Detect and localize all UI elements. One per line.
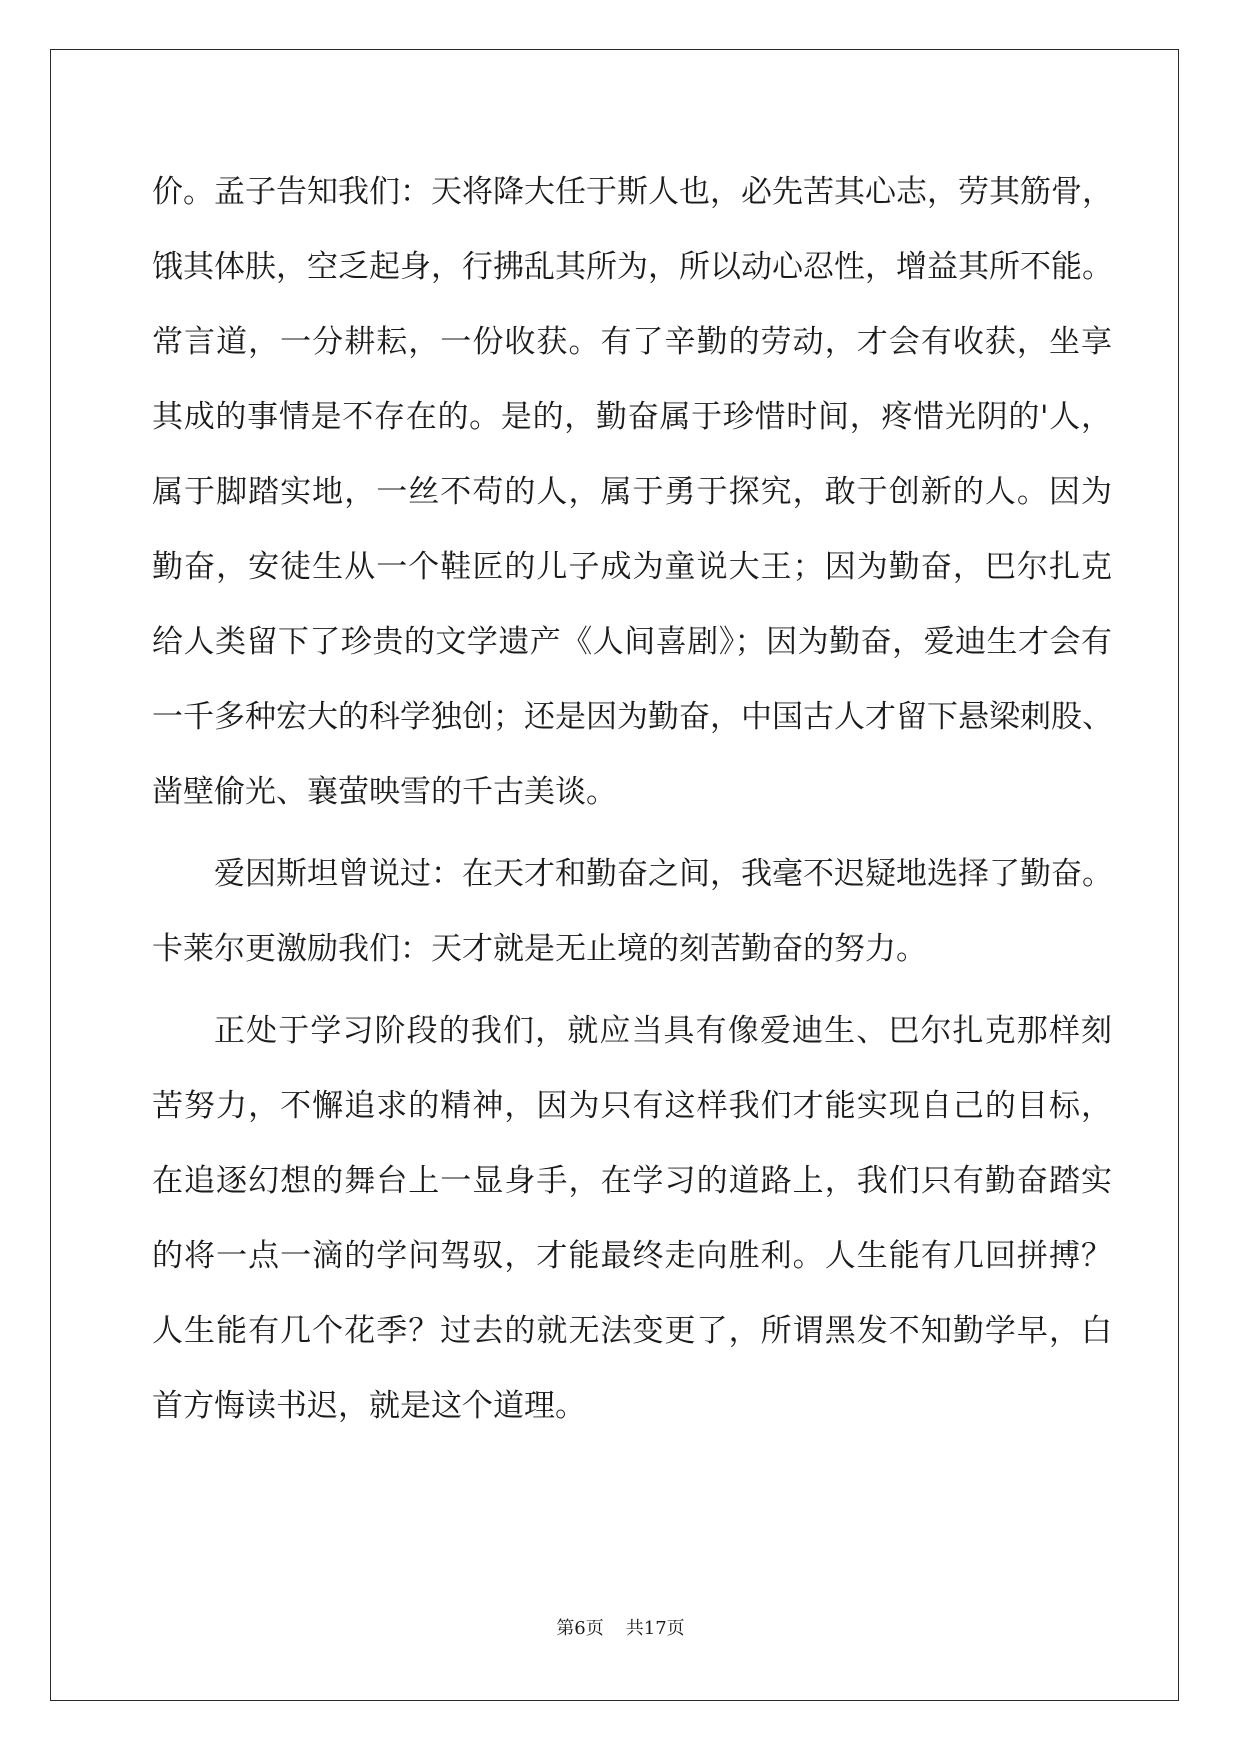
body-text-line: 的将一点一滴的学问驾驭，才能最终走向胜利。人生能有几回拼搏？	[152, 1238, 1112, 1274]
page-footer	[0, 1614, 1241, 1640]
body-text-line: 其成的事情是不存在的。是的，勤奋属于珍惜时间，疼惜光阴的'人，	[152, 399, 1112, 435]
body-text-line: 首方悔读书迟，就是这个道理。	[152, 1388, 586, 1424]
body-text-line: 给人类留下了珍贵的文学遗产《人间喜剧》；因为勤奋，爱迪生才会有	[152, 624, 1112, 660]
body-text-line: 属于脚踏实地，一丝不苟的人，属于勇于探究，敢于创新的人。因为	[152, 474, 1112, 510]
body-text-line: 饿其体肤，空乏起身，行拂乱其所为，所以动心忍性，增益其所不能。	[152, 249, 1113, 285]
body-text-line: 爱因斯坦曾说过：在天才和勤奋之间，我毫不迟疑地选择了勤奋。	[214, 856, 1113, 892]
body-text-line: 凿壁偷光、襄萤映雪的千古美谈。	[152, 774, 617, 810]
body-text-line: 正处于学习阶段的我们，就应当具有像爱迪生、巴尔扎克那样刻	[214, 1013, 1112, 1049]
body-text-line: 常言道，一分耕耘，一份收获。有了辛勤的劳动，才会有收获，坐享	[152, 324, 1112, 360]
body-text-line: 卡莱尔更激励我们：天才就是无止境的刻苦勤奋的努力。	[152, 931, 927, 967]
body-text-line: 勤奋，安徒生从一个鞋匠的儿子成为童说大王；因为勤奋，巴尔扎克	[152, 549, 1112, 585]
body-text-line: 苦努力，不懈追求的精神，因为只有这样我们才能实现自己的目标，	[152, 1088, 1112, 1124]
body-text-line: 人生能有几个花季？过去的就无法变更了，所谓黑发不知勤学早，白	[152, 1313, 1112, 1349]
page-number: 第6页	[556, 1618, 604, 1639]
page-total: 共17页	[625, 1618, 685, 1639]
body-text-line: 价。孟子告知我们：天将降大任于斯人也，必先苦其心志，劳其筋骨，	[152, 174, 1113, 210]
body-text-line: 一千多种宏大的科学独创；还是因为勤奋，中国古人才留下悬梁刺股、	[152, 699, 1113, 735]
body-text-line: 在追逐幻想的舞台上一显身手，在学习的道路上，我们只有勤奋踏实	[152, 1163, 1112, 1199]
